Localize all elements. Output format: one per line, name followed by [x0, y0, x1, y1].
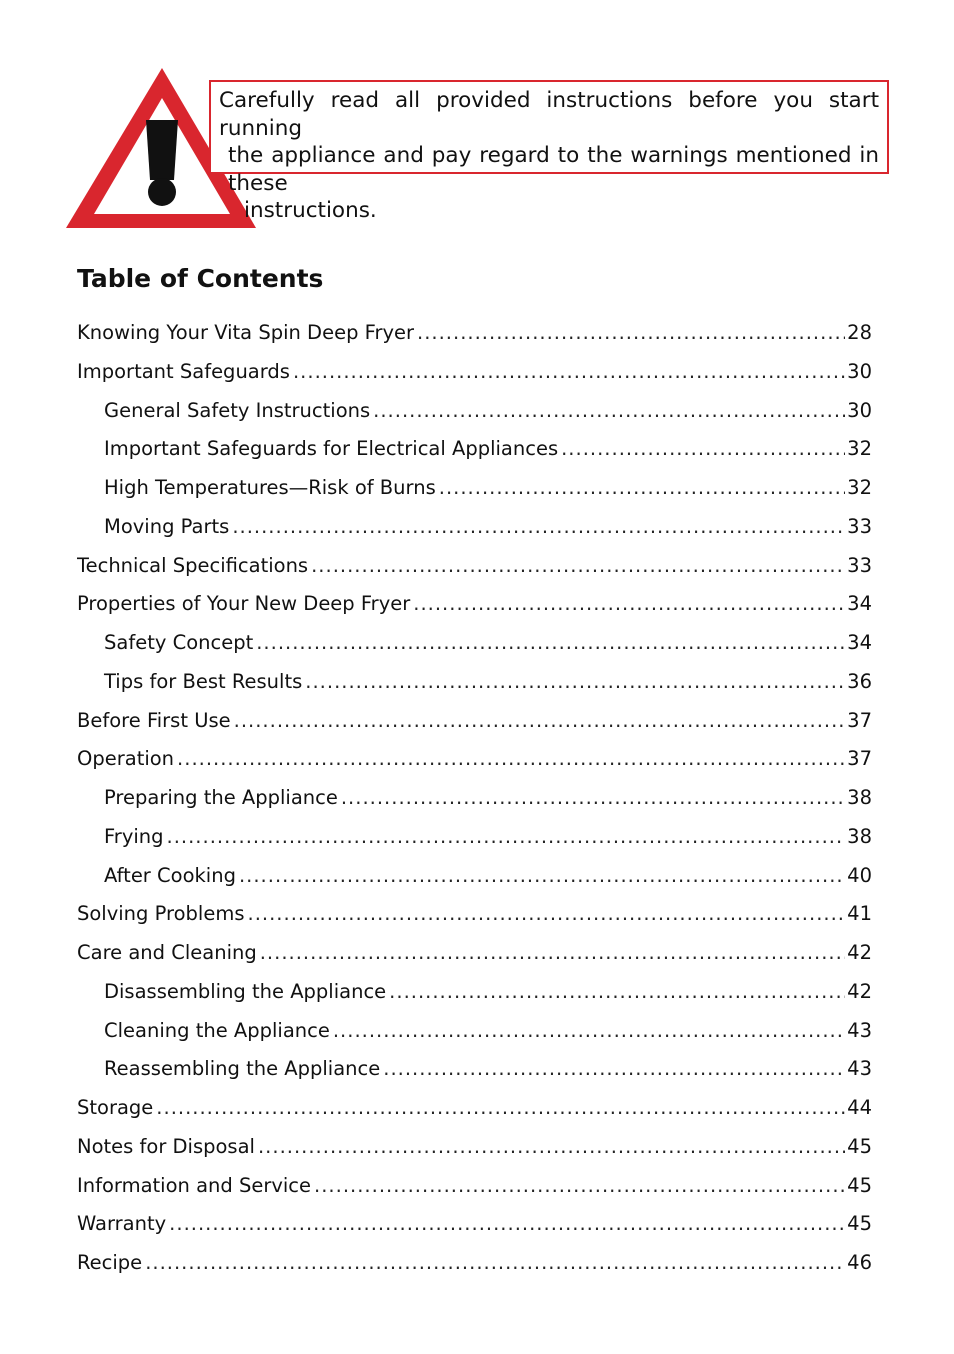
warning-notice	[209, 80, 889, 223]
toc-entry-label: Before First Use	[77, 708, 231, 732]
toc-entry[interactable]	[77, 508, 872, 547]
toc-entry-label: Preparing the Appliance	[104, 786, 338, 809]
toc-entry-page: 33	[847, 514, 872, 538]
toc-entry-page: 32	[847, 437, 872, 461]
toc-entry-page: 28	[847, 321, 872, 344]
toc-dot-leader	[169, 1205, 845, 1244]
toc-entry-label: After Cooking	[104, 863, 236, 887]
toc-dot-leader	[305, 663, 845, 702]
toc-entry-page: 45	[847, 1212, 872, 1236]
toc-entry[interactable]	[77, 1089, 872, 1128]
toc-entry-label: Moving Parts	[104, 514, 230, 538]
toc-entry[interactable]	[77, 547, 872, 586]
toc-entry[interactable]	[77, 392, 872, 431]
toc-entry[interactable]	[77, 1244, 872, 1283]
toc-entry-page: 42	[847, 941, 872, 964]
toc-entry-page: 32	[847, 476, 872, 499]
toc-entry-label: Important Safeguards	[77, 359, 290, 383]
toc-entry-label: Properties of Your New Deep Fryer	[77, 592, 411, 616]
toc-entry-label: Tips for Best Results	[104, 669, 303, 693]
toc-dot-leader	[561, 430, 845, 469]
toc-entry[interactable]	[77, 1167, 872, 1206]
toc-entry-page: 30	[847, 398, 872, 422]
toc-dot-leader	[341, 779, 845, 818]
toc-dot-leader	[260, 934, 845, 973]
toc-entry-label: General Safety Instructions	[104, 398, 371, 422]
toc-entry-label: High Temperatures—Risk of Burns	[104, 476, 436, 499]
toc-entry-label: Frying	[104, 824, 164, 848]
toc-entry-label: Notes for Disposal	[77, 1134, 255, 1158]
toc-dot-leader	[333, 1012, 845, 1051]
warning-text-line: instructions.	[244, 198, 377, 223]
toc-entry-label: Disassembling the Appliance	[104, 979, 387, 1003]
toc-dot-leader	[239, 857, 845, 896]
toc-entry-page: 44	[847, 1096, 872, 1119]
table-of-contents	[77, 314, 872, 1283]
toc-dot-leader	[389, 973, 845, 1012]
toc-entry-label: Solving Problems	[77, 902, 245, 926]
toc-entry-page: 36	[847, 669, 872, 693]
toc-dot-leader	[258, 1128, 845, 1167]
toc-entry-label: Warranty	[77, 1212, 167, 1236]
toc-entry[interactable]	[77, 469, 872, 508]
toc-dot-leader	[232, 508, 845, 547]
toc-entry-page: 34	[847, 592, 872, 616]
toc-dot-leader	[293, 353, 845, 392]
toc-entry[interactable]	[77, 663, 872, 702]
toc-dot-leader	[311, 547, 845, 586]
toc-dot-leader	[314, 1167, 845, 1206]
toc-entry-label: Recipe	[77, 1251, 143, 1274]
toc-title: Table of Contents	[77, 264, 324, 293]
toc-entry[interactable]	[77, 1128, 872, 1167]
toc-entry-page: 37	[847, 708, 872, 732]
toc-entry-label: Important Safeguards for Electrical Appliances	[104, 437, 559, 461]
toc-entry-label: Cleaning the Appliance	[104, 1018, 330, 1042]
toc-entry-label: Storage	[77, 1096, 154, 1119]
toc-entry-page: 43	[847, 1018, 872, 1042]
warning-text-line: Carefully read all provided instructions before you start running	[219, 88, 879, 141]
toc-dot-leader	[156, 1089, 845, 1128]
toc-dot-leader	[234, 702, 846, 741]
toc-entry-label: Technical Specifications	[77, 553, 309, 577]
toc-entry-page: 46	[847, 1251, 872, 1274]
toc-dot-leader	[177, 740, 845, 779]
toc-dot-leader	[145, 1244, 845, 1283]
toc-entry[interactable]	[77, 1050, 872, 1089]
toc-entry-page: 37	[847, 747, 872, 771]
toc-dot-leader	[383, 1050, 845, 1089]
toc-entry[interactable]	[77, 740, 872, 779]
toc-entry-page: 34	[847, 631, 872, 654]
toc-entry[interactable]	[77, 314, 872, 353]
toc-entry[interactable]	[77, 353, 872, 392]
toc-entry-page: 45	[847, 1173, 872, 1197]
toc-entry-page: 38	[847, 824, 872, 848]
toc-entry[interactable]	[77, 1012, 872, 1051]
toc-entry-page: 43	[847, 1057, 872, 1081]
toc-entry[interactable]	[77, 430, 872, 469]
toc-entry[interactable]	[77, 973, 872, 1012]
toc-dot-leader	[248, 895, 846, 934]
toc-entry[interactable]	[77, 702, 872, 741]
toc-entry-label: Safety Concept	[104, 631, 254, 654]
toc-entry-page: 41	[847, 902, 872, 926]
toc-entry[interactable]	[77, 818, 872, 857]
toc-entry[interactable]	[77, 779, 872, 818]
warning-text-line: the appliance and pay regard to the warnings mentioned in these	[228, 143, 879, 196]
toc-entry[interactable]	[77, 585, 872, 624]
toc-dot-leader	[439, 469, 845, 508]
toc-entry-label: Care and Cleaning	[77, 941, 257, 964]
toc-entry[interactable]	[77, 624, 872, 663]
toc-entry[interactable]	[77, 895, 872, 934]
toc-entry-label: Knowing Your Vita Spin Deep Fryer	[77, 321, 415, 344]
toc-entry-page: 45	[847, 1134, 872, 1158]
toc-dot-leader	[417, 314, 845, 353]
toc-entry-page: 30	[847, 359, 872, 383]
toc-entry-label: Operation	[77, 747, 175, 771]
toc-entry-page: 33	[847, 553, 872, 577]
toc-entry-page: 42	[847, 979, 872, 1003]
toc-entry-page: 38	[847, 786, 872, 809]
toc-dot-leader	[373, 392, 845, 431]
toc-entry[interactable]	[77, 934, 872, 973]
toc-entry-page: 40	[847, 863, 872, 887]
toc-dot-leader	[413, 585, 845, 624]
toc-entry-label: Reassembling the Appliance	[104, 1057, 381, 1081]
toc-entry[interactable]	[77, 1205, 872, 1244]
toc-entry[interactable]	[77, 857, 872, 896]
toc-dot-leader	[256, 624, 845, 663]
toc-dot-leader	[167, 818, 846, 857]
toc-entry-label: Information and Service	[77, 1173, 312, 1197]
